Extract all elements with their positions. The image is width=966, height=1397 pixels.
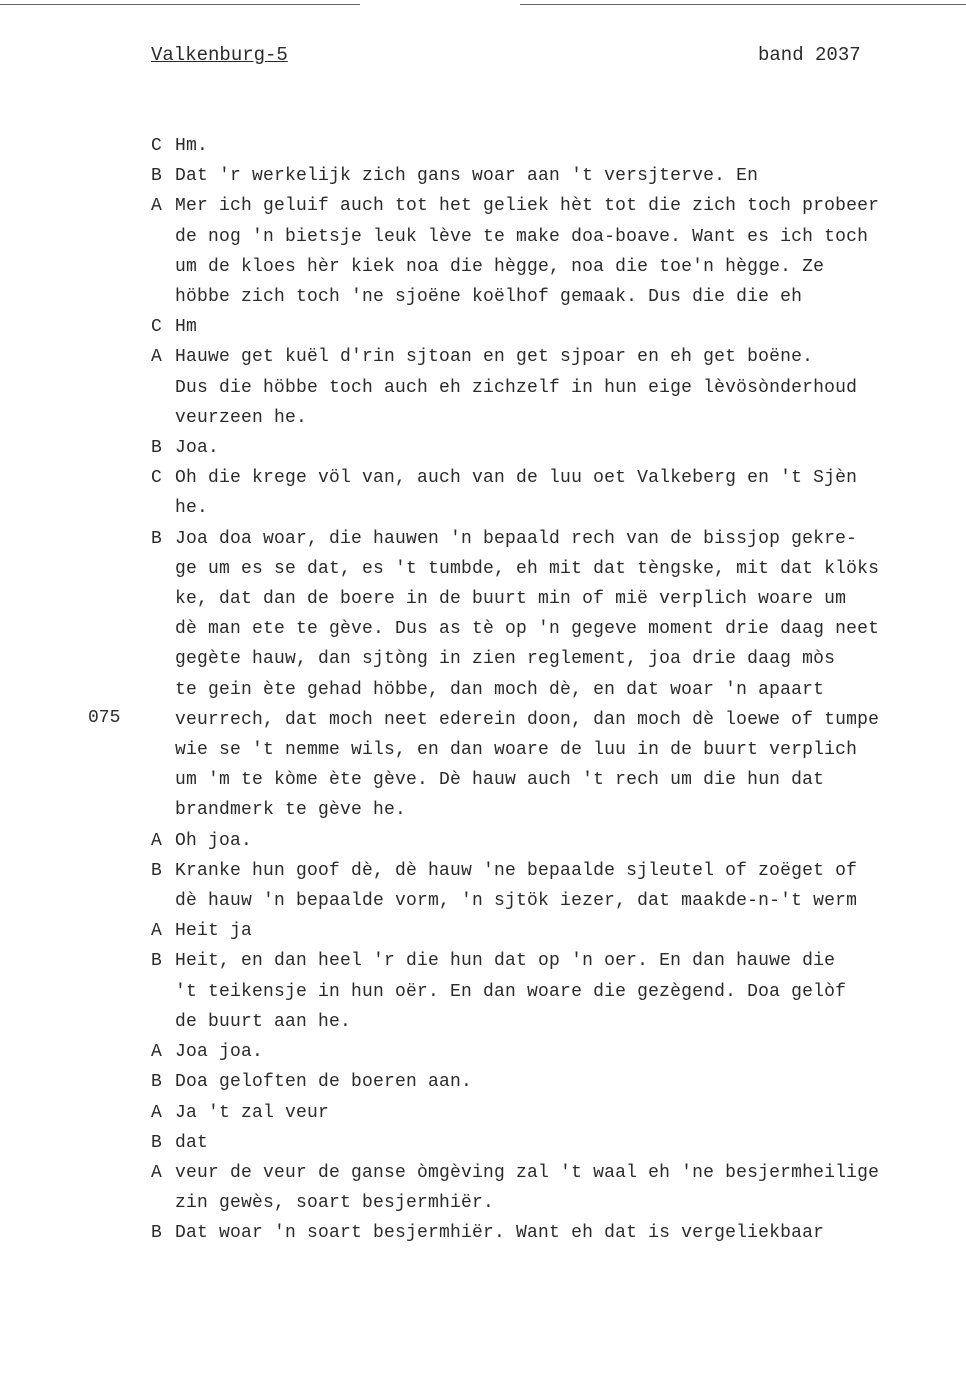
utterance-text (175, 433, 966, 463)
utterance (151, 433, 966, 463)
utterance (151, 1158, 966, 1218)
utterance (151, 342, 966, 433)
margin-line-number: 075 (88, 708, 121, 728)
header-tape-number: band 2037 (758, 44, 861, 66)
text-line: um 'm te kòme ète gève. Dè hauw auch 't rech um die hun dat (175, 770, 825, 791)
text-line: de buurt aan he. (175, 1011, 352, 1032)
text-line: gegète hauw, dan sjtòng in zien reglement, joa drie daag mòs (175, 649, 836, 670)
text-line: Hauwe get kuël d'rin sjtoan en get sjpoar en eh get boëne. (175, 347, 814, 368)
utterance-text (175, 1218, 966, 1248)
utterance (151, 1218, 966, 1248)
speaker-label: C (151, 136, 162, 156)
transcript (151, 131, 966, 1249)
text-line: Oh die krege völ van, auch van de luu oet Valkeberg en 't Sjèn (175, 468, 858, 489)
text-line: um de kloes hèr kiek noa die hègge, noa die toe'n hègge. Ze (175, 256, 825, 277)
speaker-label: A (151, 196, 162, 217)
speaker-label: B (151, 951, 162, 972)
speaker-label: A (151, 1102, 162, 1123)
speaker-label: C (151, 468, 162, 489)
utterance (151, 1128, 966, 1158)
utterance-text (175, 191, 966, 312)
utterance (151, 946, 966, 1037)
utterance-text (175, 524, 966, 826)
text-line: Dat 'r werkelijk zich gans woar aan 't versjterve. En (175, 166, 759, 187)
text-line: ge um es se dat, es 't tumbde, eh mit dat tèngske, mit dat klöks (175, 558, 880, 579)
text-line: Joa. (175, 438, 220, 459)
text-line: brandmerk te gève he. (175, 800, 407, 821)
text-line: Mer ich geluif auch tot het geliek hèt tot die zich toch probeer (175, 196, 880, 217)
utterance (151, 856, 966, 916)
utterance (151, 1098, 966, 1128)
utterance (151, 826, 966, 856)
utterance (151, 191, 966, 312)
utterance-text (175, 1037, 966, 1067)
utterance-text (175, 856, 966, 916)
text-line: höbbe zich toch 'ne sjoëne koëlhof gemaak. Dus die die eh (175, 287, 803, 308)
utterance-text (175, 916, 966, 946)
text-line: dat (175, 1132, 209, 1153)
text-line: Kranke hun goof dè, dè hauw 'ne bepaalde sjleutel of zoëget of (175, 860, 858, 881)
speaker-label: A (151, 921, 162, 942)
utterance (151, 161, 966, 191)
text-line: ke, dat dan de boere in de buurt min of mië verplich woare um (175, 589, 847, 610)
utterance-text (175, 131, 966, 161)
text-line: dè man ete te gève. Dus as tè op 'n gegeve moment drie daag neet (175, 619, 880, 640)
text-line: dè hauw 'n bepaalde vorm, 'n sjtök iezer, dat maakde-n-'t werm (175, 891, 858, 912)
utterance (151, 916, 966, 946)
text-line: Doa geloften de boeren aan. (175, 1072, 473, 1093)
scan-top-rule-left (0, 4, 360, 5)
utterance (151, 1037, 966, 1067)
text-line: wie se 't nemme wils, en dan woare de luu in de buurt verplich (175, 740, 858, 761)
utterance-text (175, 946, 966, 1037)
utterance (151, 524, 966, 826)
utterance-text (175, 1067, 966, 1097)
speaker-label: A (151, 1042, 162, 1063)
text-line: veurzeen he. (175, 407, 308, 428)
text-line: Heit, en dan heel 'r die hun dat op 'n oer. En dan hauwe die (175, 951, 836, 972)
text-line: Oh joa. (175, 830, 253, 851)
utterance-text (175, 1098, 966, 1128)
speaker-label: B (151, 438, 162, 459)
utterance (151, 131, 966, 161)
utterance-text (175, 342, 966, 433)
text-line: te gein ète gehad höbbe, dan moch dè, en dat woar 'n apaart (175, 679, 825, 700)
text-line: Hm (175, 317, 198, 338)
text-line: he. (175, 498, 209, 519)
text-line: Ja 't zal veur (175, 1102, 330, 1123)
utterance-text (175, 463, 966, 523)
text-line: Hm. (175, 136, 209, 156)
text-line: veurrech, dat moch neet ederein doon, dan moch dè loewe of tumpe (175, 709, 880, 730)
speaker-label: B (151, 1132, 162, 1153)
utterance-text (175, 1128, 966, 1158)
speaker-label: A (151, 347, 162, 368)
speaker-label: A (151, 1162, 162, 1183)
speaker-label: B (151, 1072, 162, 1093)
text-line: de nog 'n bietsje leuk lève te make doa-boave. Want es ich toch (175, 226, 869, 247)
speaker-label: B (151, 528, 162, 549)
speaker-label: A (151, 830, 162, 851)
speaker-label: B (151, 166, 162, 187)
text-line: Joa joa. (175, 1042, 264, 1063)
text-line: Heit ja (175, 921, 253, 942)
text-line: Dat woar 'n soart besjermhiër. Want eh dat is vergeliekbaar (175, 1223, 825, 1244)
scan-top-rule-right (520, 4, 966, 5)
text-line: veur de veur de ganse òmgèving zal 't waal eh 'ne besjermheilige (175, 1162, 880, 1183)
utterance-text (175, 161, 966, 191)
utterance-text (175, 826, 966, 856)
header-location: Valkenburg-5 (151, 44, 288, 66)
utterance (151, 1067, 966, 1097)
utterance (151, 312, 966, 342)
utterance-text (175, 1158, 966, 1218)
text-line: Dus die höbbe toch auch eh zichzelf in hun eige lèvösònderhoud (175, 377, 858, 398)
speaker-label: B (151, 1223, 162, 1244)
speaker-label: B (151, 860, 162, 881)
utterance-text (175, 312, 966, 342)
utterance (151, 463, 966, 523)
speaker-label: C (151, 317, 162, 338)
text-line: zin gewès, soart besjermhiër. (175, 1193, 495, 1214)
text-line: Joa doa woar, die hauwen 'n bepaald rech van de bissjop gekre- (175, 528, 858, 549)
text-line: 't teikensje in hun oër. En dan woare die gezègend. Doa gelòf (175, 981, 847, 1002)
